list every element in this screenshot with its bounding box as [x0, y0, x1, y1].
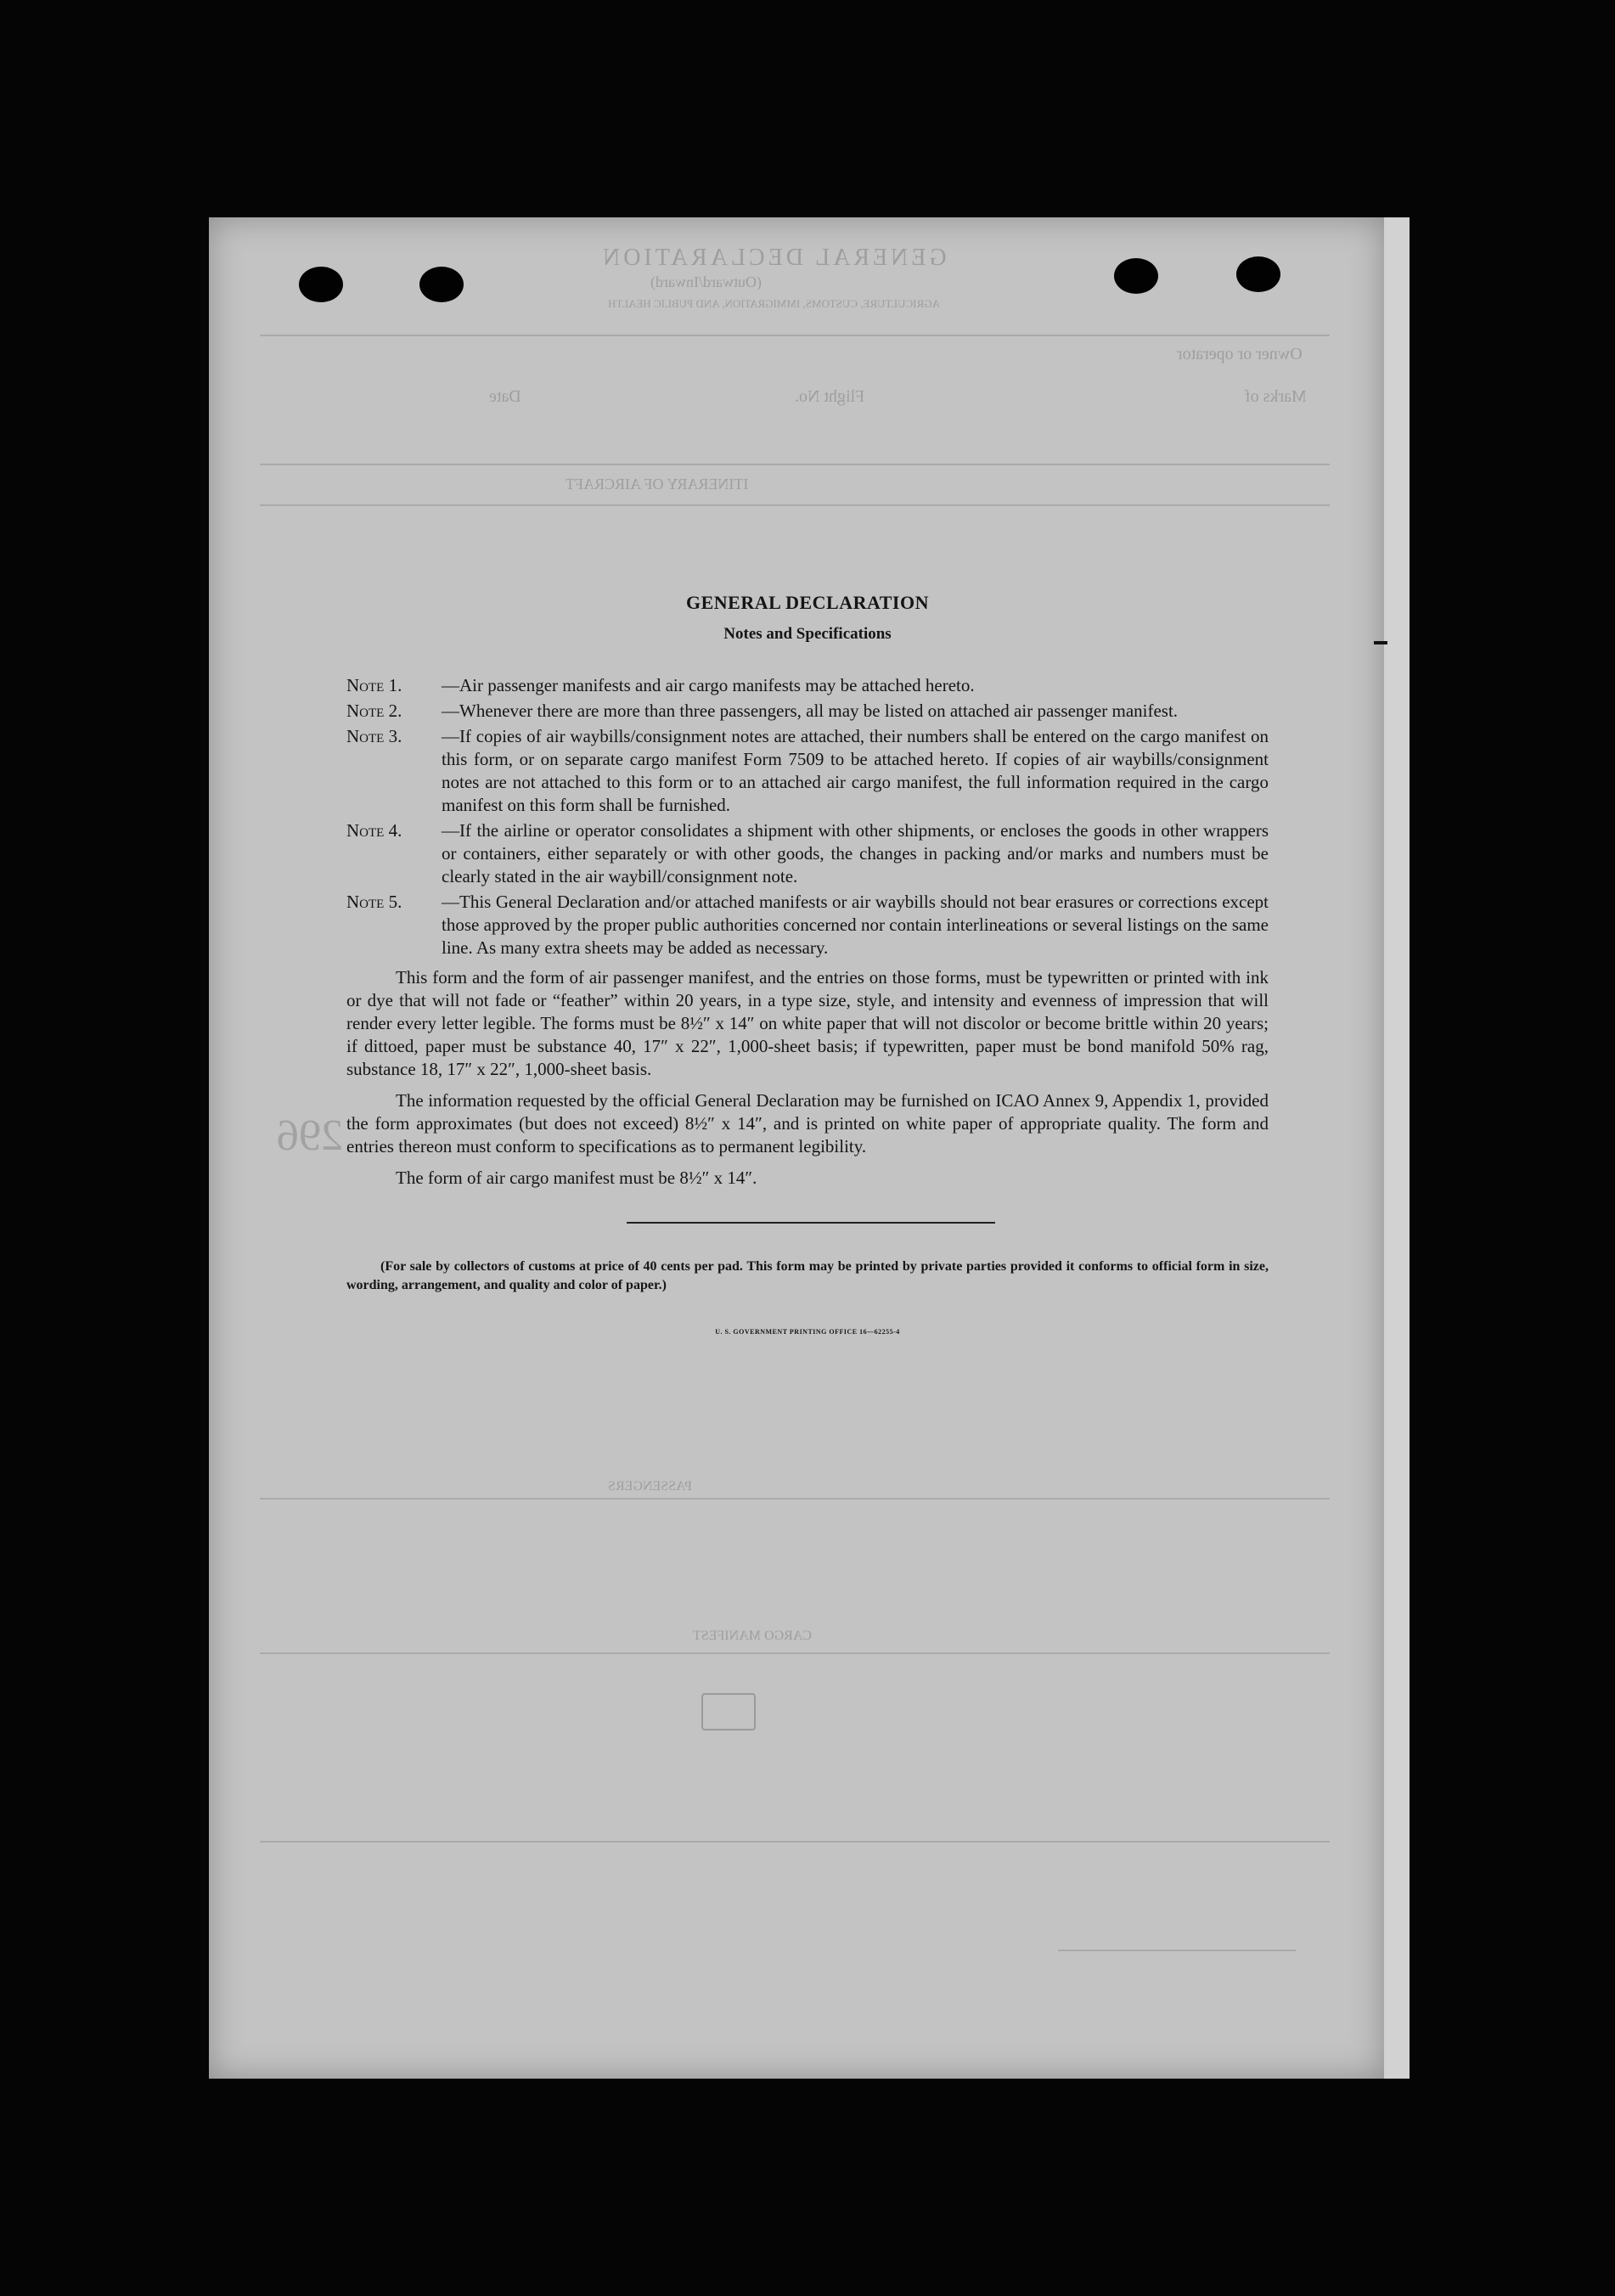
note-5 [346, 891, 1269, 959]
bleed-rule [260, 1498, 1330, 1500]
bleed-marks-label: Marks of [1245, 387, 1307, 406]
note-label: Note 4. [346, 820, 402, 841]
note-label: Note 3. [346, 726, 402, 746]
page-edge-strip [1384, 217, 1410, 2079]
bleed-rule [260, 1652, 1330, 1654]
edge-tick-mark [1374, 641, 1387, 644]
document-subtitle: Notes and Specifications [723, 625, 892, 643]
note-text: —This General Declaration and/or attached manifests or air waybills should not bear erasures or corrections except those approved by the proper public authorities concerned nor contain interlineations or several listings on the same line. As many extra sheets may be added as necessary. [442, 892, 1269, 958]
printing-office-imprint: U. S. GOVERNMENT PRINTING OFFICE 16—62255-4 [715, 1328, 900, 1336]
note-3 [346, 725, 1269, 817]
bleed-rule [260, 464, 1330, 465]
bleed-passengers-label: PASSENGERS [608, 1479, 693, 1494]
bleed-rule [260, 335, 1330, 336]
separator-rule [627, 1222, 995, 1224]
note-text: —If copies of air waybills/consignment notes are attached, their numbers shall be entered on the cargo manifest on this form, or on separate cargo manifest Form 7509 to be attached hereto. If copies of air waybills/consignment notes are not attached to this form or to an attached air cargo manifest, the full information required in the cargo manifest on this form shall be furnished. [442, 726, 1269, 815]
bleed-header-agencies: AGRICULTURE, CUSTOMS, IMMIGRATION, AND PUBLIC HEALTH [608, 297, 940, 310]
bleed-owner-label: Owner or operator [1177, 345, 1303, 363]
note-text: —If the airline or operator consolidates a shipment with other shipments, or encloses the goods in other wrappers or containers, either separately or with other goods, the changes in packing and/or marks and numbers must be clearly stated in the air waybill/consignment note. [442, 820, 1269, 886]
bleed-rule [260, 1841, 1330, 1843]
note-label: Note 2. [346, 701, 402, 721]
bleed-header-sub: (Outward/Inward) [650, 273, 762, 290]
bleed-header-title: GENERAL DECLARATION [599, 245, 947, 271]
punch-hole [1114, 258, 1158, 294]
paragraph-paper-specs: This form and the form of air passenger manifest, and the entries on those forms, must be typewritten or printed with ink or dye that will not fade or “feather” within 20 years, in a type size, style, and intensity and evenness of impression that will render every letter legible. The forms must be 8½″ x 14″ on white paper that will not discolor or become brittle within 20 years; if dittoed, paper must be substance 40, 17″ x 22″, 1,000-sheet basis; if typewritten, paper must be bond manifold 50% rag, substance 18, 17″ x 22″, 1,000-sheet basis. [346, 967, 1269, 1079]
bleed-flight-label: Flight No. [795, 387, 865, 406]
notes-content [346, 591, 1269, 1343]
note-1 [346, 674, 1269, 697]
bleed-rule [260, 504, 1330, 506]
note-text: —Whenever there are more than three passengers, all may be listed on attached air passenger manifest. [442, 701, 1179, 721]
document-title: GENERAL DECLARATION [686, 592, 929, 613]
bleed-date-label: Date [489, 387, 521, 406]
punch-hole [1236, 256, 1280, 292]
sale-note: (For sale by collectors of customs at price of 40 cents per pad. This form may be printed by private parties provided it conforms to official form in size, wording, arrangement, and quality and color of paper.) [346, 1259, 1269, 1292]
note-label: Note 5. [346, 892, 402, 912]
punch-hole [299, 267, 343, 302]
punch-hole [419, 267, 464, 302]
bleed-itinerary-label: ITINERARY OF AIRCRAFT [566, 476, 749, 492]
bleed-cargo-label: CARGO MANIFEST [693, 1629, 813, 1643]
paragraph-icao-annex: The information requested by the official General Declaration may be furnished on ICAO Annex 9, Appendix 1, provided the form approximates (but does not exceed) 8½″ x 14″, and is printed on white paper of appropriate quality. The form and entries thereon must conform to specifications as to permanent legibility. [346, 1090, 1269, 1156]
note-text: —Air passenger manifests and air cargo manifests may be attached hereto. [442, 675, 975, 695]
note-4 [346, 819, 1269, 888]
paragraph-cargo-manifest-size: The form of air cargo manifest must be 8½″ x 14″. [396, 1168, 757, 1188]
note-2 [346, 700, 1269, 723]
note-label: Note 1. [346, 675, 402, 695]
bleed-stamp-box [701, 1693, 756, 1730]
bleed-rule [1058, 1950, 1296, 1951]
bleed-stamp-number: 296 [277, 1111, 343, 1160]
